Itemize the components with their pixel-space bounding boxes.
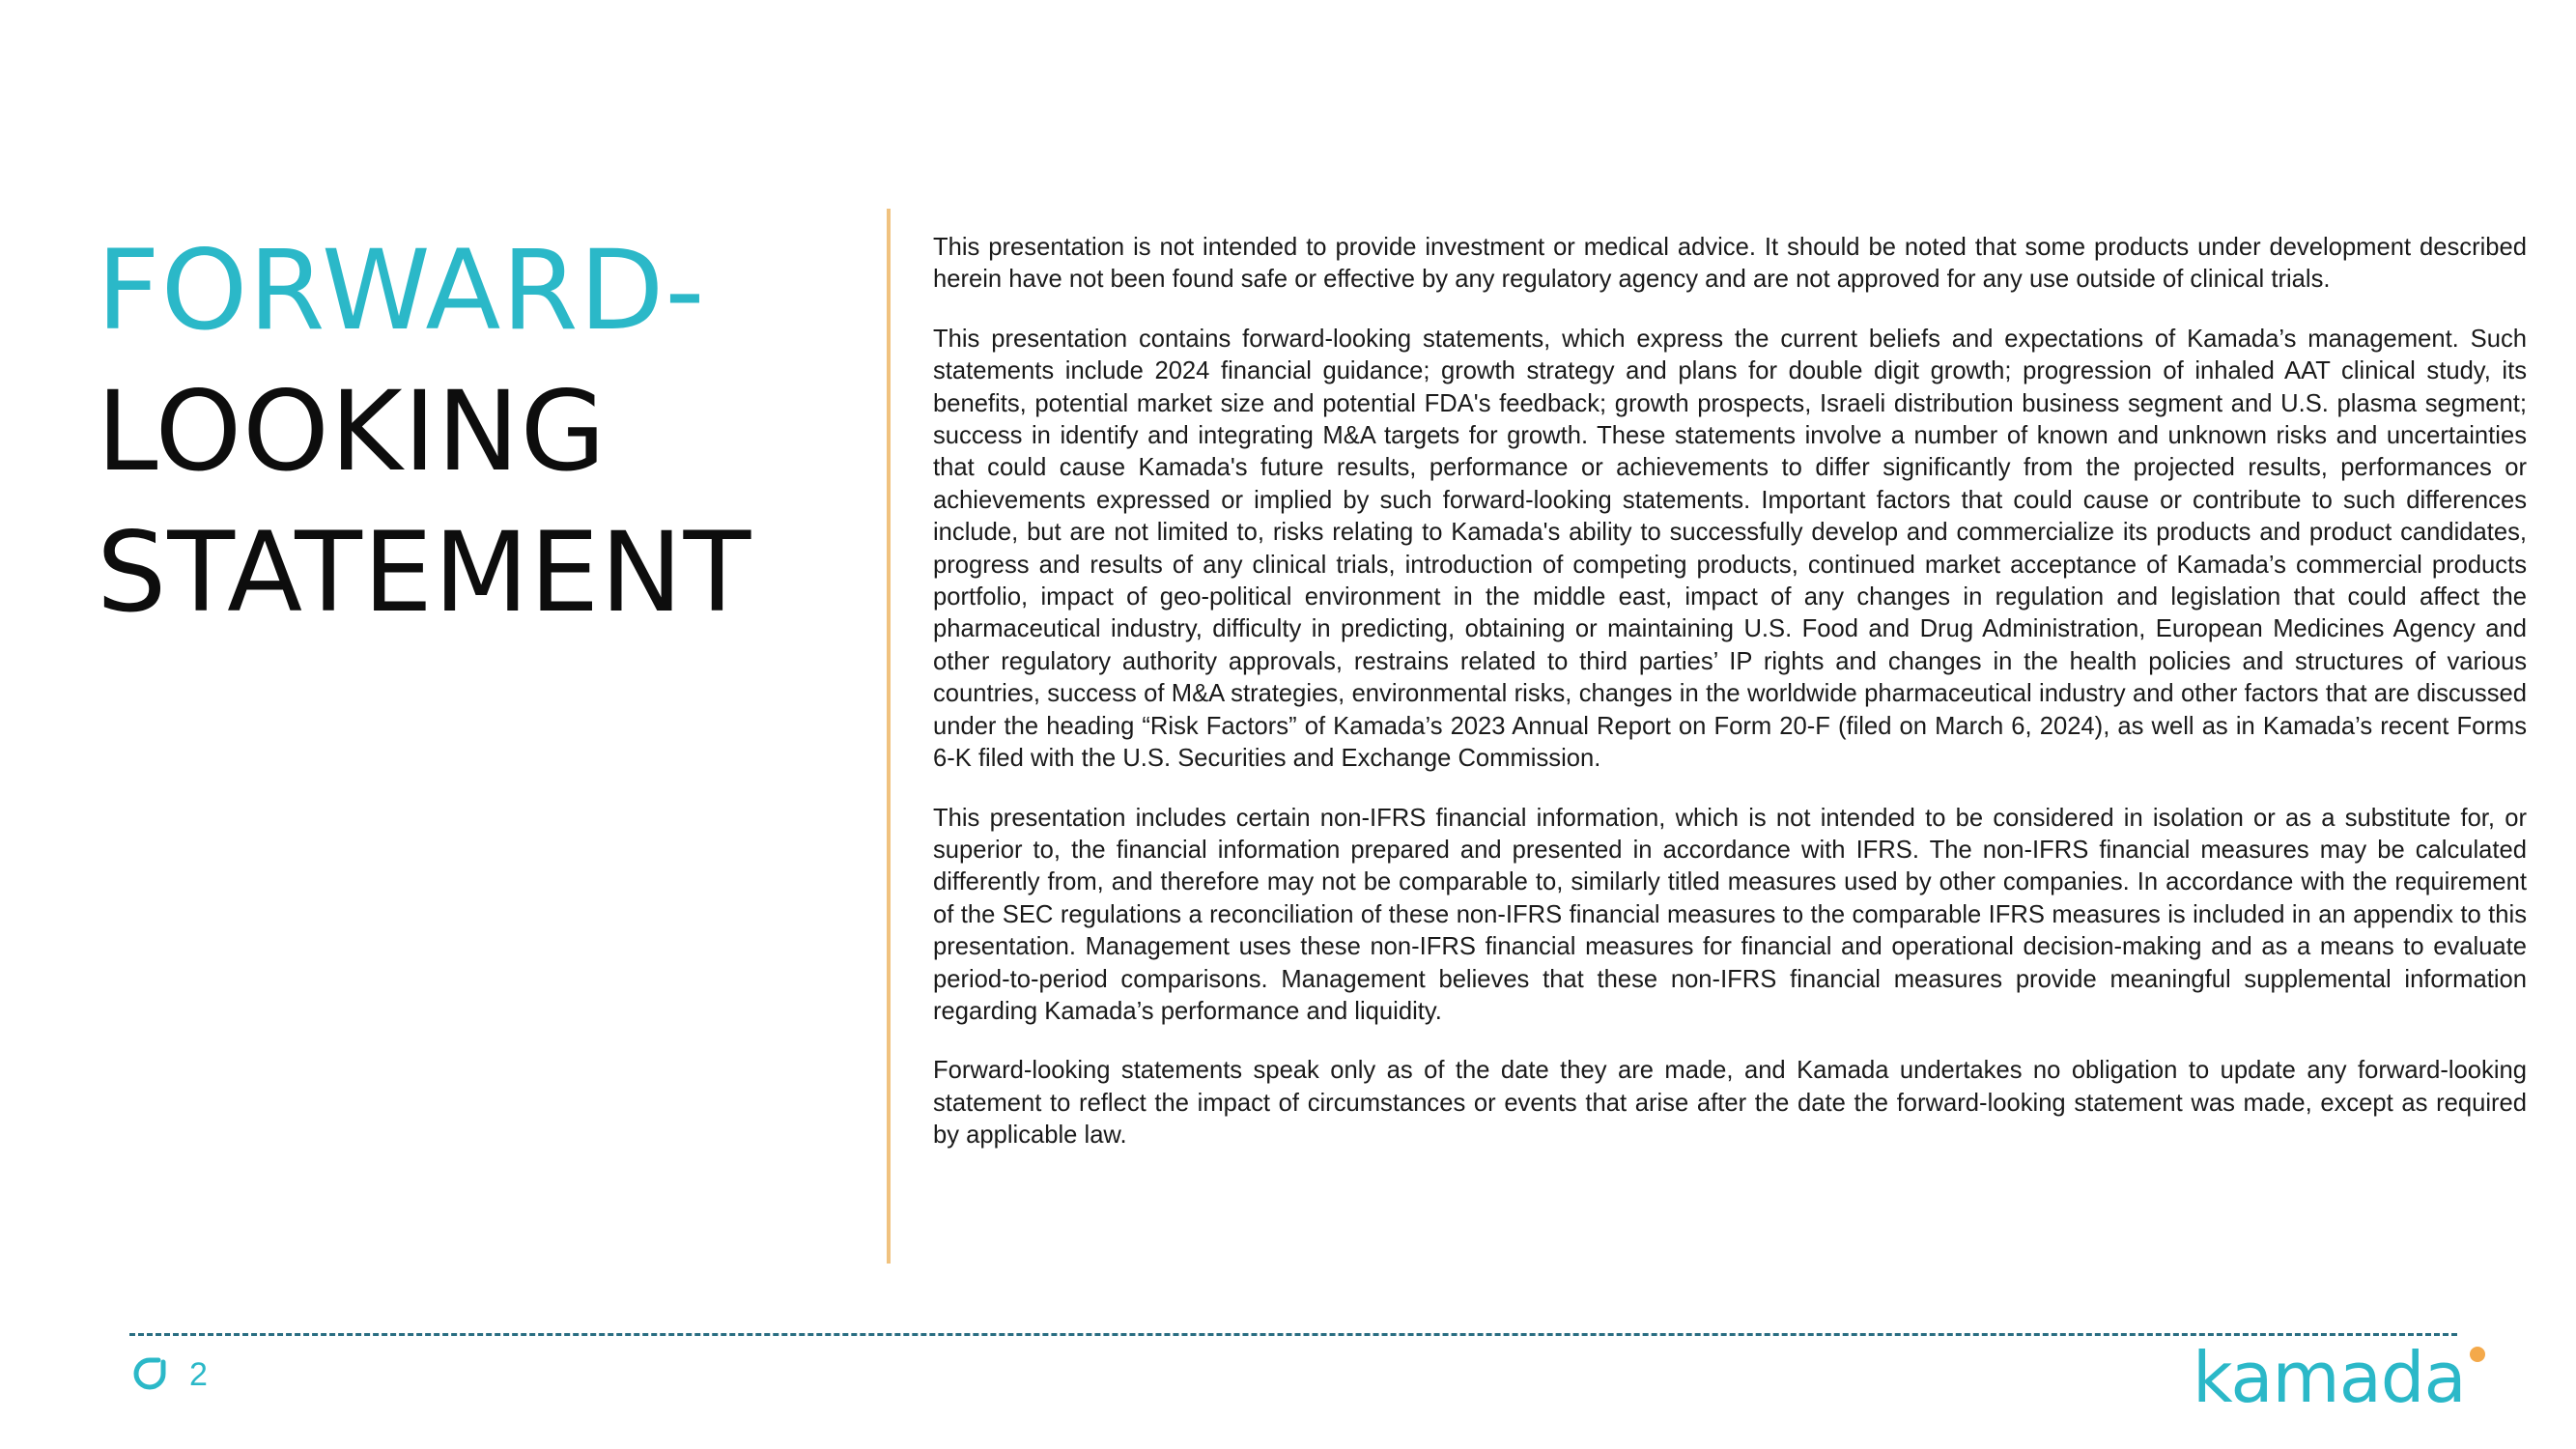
title-line-2: LOOKING — [97, 367, 607, 496]
kamada-mark-icon — [129, 1354, 170, 1395]
paragraph-forward-looking: This presentation contains forward-looking statements, which express the current beliefs and expectations of Kamada’s management. Such statements include 2024 financial guidance; growth strategy and plans for double digit growth; progression of inhaled AAT clinical study, its benefits, potential market size and potential FDA's feedback; growth prospects, Israeli distribution business segment and U.S. plasma segment; success in identify and integrating M&A targets for growth. These statements involve a number of known and unknown risks and uncertainties that could cause Kamada's future results, performance or achievements to differ significantly from the projected results, performances or achievements expressed or implied by such forward-looking statements. Important factors that could cause or contribute to such differences include, but are not limited to, risks relating to Kamada's ability to successfully develop and commercialize its products and product candidates, progress and results of any clinical trials, introduction of competing products, continued market acceptance of Kamada’s commercial products portfolio, impact of geo-political environment in the middle east, impact of any changes in regulation and legislation that could affect the pharmaceutical industry, difficulty in predicting, obtaining or maintaining U.S. Food and Drug Administration, European Medicines Agency and other regulatory authority approvals, restrains related to third parties’ IP rights and changes in the health policies and structures of various countries, success of M&A strategies, environmental risks, changes in the worldwide pharmaceutical industry and other factors that are discussed under the heading “Risk Factors” of Kamada’s 2023 Annual Report on Form 20-F (filed on March 6, 2024), as well as in Kamada’s recent Forms 6-K filed with the U.S. Securities and Exchange Commission. — [933, 325, 2527, 773]
disclaimer-body — [933, 232, 2527, 1179]
paragraph-medical-advice: This presentation is not intended to provide investment or medical advice. It should be noted that some products under development described herein have not been found safe or effective by any regulatory agency and are not approved for any use outside of clinical trials. — [933, 234, 2527, 294]
logo-wordmark: kamada — [2193, 1337, 2466, 1418]
footer-dashed-line — [129, 1333, 2457, 1336]
slide-title — [97, 220, 831, 643]
vertical-divider — [887, 209, 891, 1264]
logo-dot-icon — [2470, 1347, 2485, 1362]
title-line-3: STATEMENT — [97, 508, 752, 637]
kamada-logo — [2193, 1337, 2485, 1418]
paragraph-no-obligation: Forward-looking statements speak only as of the date they are made, and Kamada undertakes no obligation to update any forward-looking statement to reflect the impact of circumstances or events that arise after the date the forward-looking statement was made, except as required by applicable law. — [933, 1057, 2527, 1150]
paragraph-non-ifrs: This presentation includes certain non-IFRS financial information, which is not intended to be considered in isolation or as a substitute for, or superior to, the financial information prepared and presented in accordance with IFRS. The non-IFRS financial measures may be calculated differently from, and therefore may not be comparable to, similarly titled measures used by other companies. In accordance with the requirement of the SEC regulations a reconciliation of these non-IFRS financial measures to the comparable IFRS measures is included in an appendix to this presentation. Management uses these non-IFRS financial measures for financial and operational decision-making and as a means to evaluate period-to-period comparisons. Management believes that these non-IFRS financial measures provide meaningful supplemental information regarding Kamada’s performance and liquidity. — [933, 804, 2527, 1025]
page-number: 2 — [189, 1356, 208, 1393]
title-line-1: FORWARD- — [97, 226, 706, 355]
